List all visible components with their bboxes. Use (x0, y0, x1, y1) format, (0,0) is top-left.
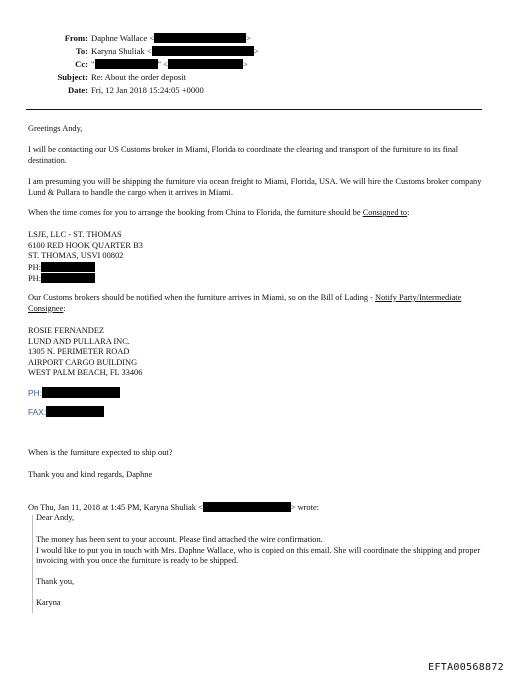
redaction-box (46, 406, 104, 417)
subject-label: Subject: (57, 72, 88, 82)
broker-fax: FAX: (28, 406, 490, 419)
redaction-box (154, 33, 246, 43)
paragraph-2: I am presuming you will be shipping the furniture via ocean freight to Miami, Florida, USA. We will hire the Customs broker company Lund & Pullara to handle the cargo when it arrives in Miami. (28, 177, 482, 197)
cc-quote: " (91, 59, 95, 69)
from-label: From: (64, 33, 88, 43)
redaction-box (203, 502, 291, 512)
redaction-box (152, 46, 254, 56)
redaction-box (168, 59, 243, 69)
to-label: To: (75, 46, 88, 56)
to-value: Karyna Shuliak < (91, 46, 152, 56)
redaction-box (41, 262, 95, 272)
paragraph-3: When the time comes for you to arrange the booking from China to Florida, the furniture should be Consigned to: (28, 208, 410, 217)
address-line: LUND AND PULLARA INC. (28, 336, 130, 346)
subject-row (0, 71, 512, 84)
paragraph-4: Our Customs brokers should be notified when the furniture arrives in Miami, so on the Bill of Lading - Notify Party/Intermediate Consignee: (28, 293, 462, 313)
signoff: Thank you and kind regards, Daphne (28, 470, 153, 479)
date-value: Fri, 12 Jan 2018 15:24:05 +0000 (91, 85, 204, 95)
address-line: 6100 RED HOOK QUARTER B3 (28, 240, 143, 250)
from-row (0, 32, 512, 45)
broker-address (28, 326, 490, 379)
from-value: Daphne Wallace < (91, 33, 155, 43)
address-line: ST. THOMAS, USVI 00802 (28, 251, 124, 260)
bracket: > (243, 59, 248, 69)
address-line: WEST PALM BEACH, FL 33406 (28, 368, 143, 377)
quoted-closing: Thank you, (36, 577, 75, 586)
quoted-name: Karyna (36, 598, 61, 607)
address-line: AIRPORT CARGO BUILDING (28, 357, 138, 367)
to-row (0, 45, 512, 58)
address-line: 1305 N. PERIMETER ROAD (28, 347, 130, 356)
address-line: ROSIE FERNANDEZ (28, 326, 105, 335)
bracket: > (246, 33, 252, 43)
email-header (0, 32, 512, 97)
phone-line: PH: (28, 262, 490, 274)
bracket: > (253, 46, 259, 56)
quote-attribution: On Thu, Jan 11, 2018 at 1:45 PM, Karyna Shuliak < > wrote: (28, 503, 319, 512)
redaction-box (41, 273, 95, 283)
greeting: Greetings Andy, (28, 124, 83, 133)
notify-party-link[interactable]: Notify Party/Intermediate Consignee (28, 293, 462, 313)
consigned-to-link[interactable]: Consigned to (362, 208, 408, 217)
question: When is the furniture expected to ship out? (28, 448, 173, 457)
broker-phone: PH: (28, 387, 490, 400)
header-divider (26, 109, 482, 110)
quoted-greeting: Dear Andy, (36, 513, 75, 522)
paragraph-1: I will be contacting our US Customs broker in Miami, Florida to coordinate the clearing and transport of the furniture to its final destination. (28, 145, 459, 165)
date-label: Date: (67, 85, 88, 95)
quoted-body: The money has been sent to your account. Please find attached the wire confirmation. (36, 535, 323, 544)
redaction-box (95, 59, 158, 69)
date-row (0, 84, 512, 97)
quote-bar (32, 515, 33, 613)
document-id: EFTA00568872 (428, 662, 504, 673)
consignee-address (28, 230, 490, 285)
address-line: LSJE, LLC - ST. THOMAS (28, 230, 122, 239)
cc-mid: " < (157, 59, 169, 69)
subject-value: Re: About the order deposit (91, 72, 186, 82)
redaction-box (42, 387, 120, 398)
cc-row (0, 58, 512, 71)
quoted-body-2: I would like to put you in touch with Mrs. Daphne Wallace, who is copied on this email. She will coordinate the shipping and proper invoicing with you once the furniture is ready to be shipped. (36, 545, 481, 565)
phone-line: PH: (28, 273, 490, 285)
cc-label: Cc: (75, 59, 88, 69)
